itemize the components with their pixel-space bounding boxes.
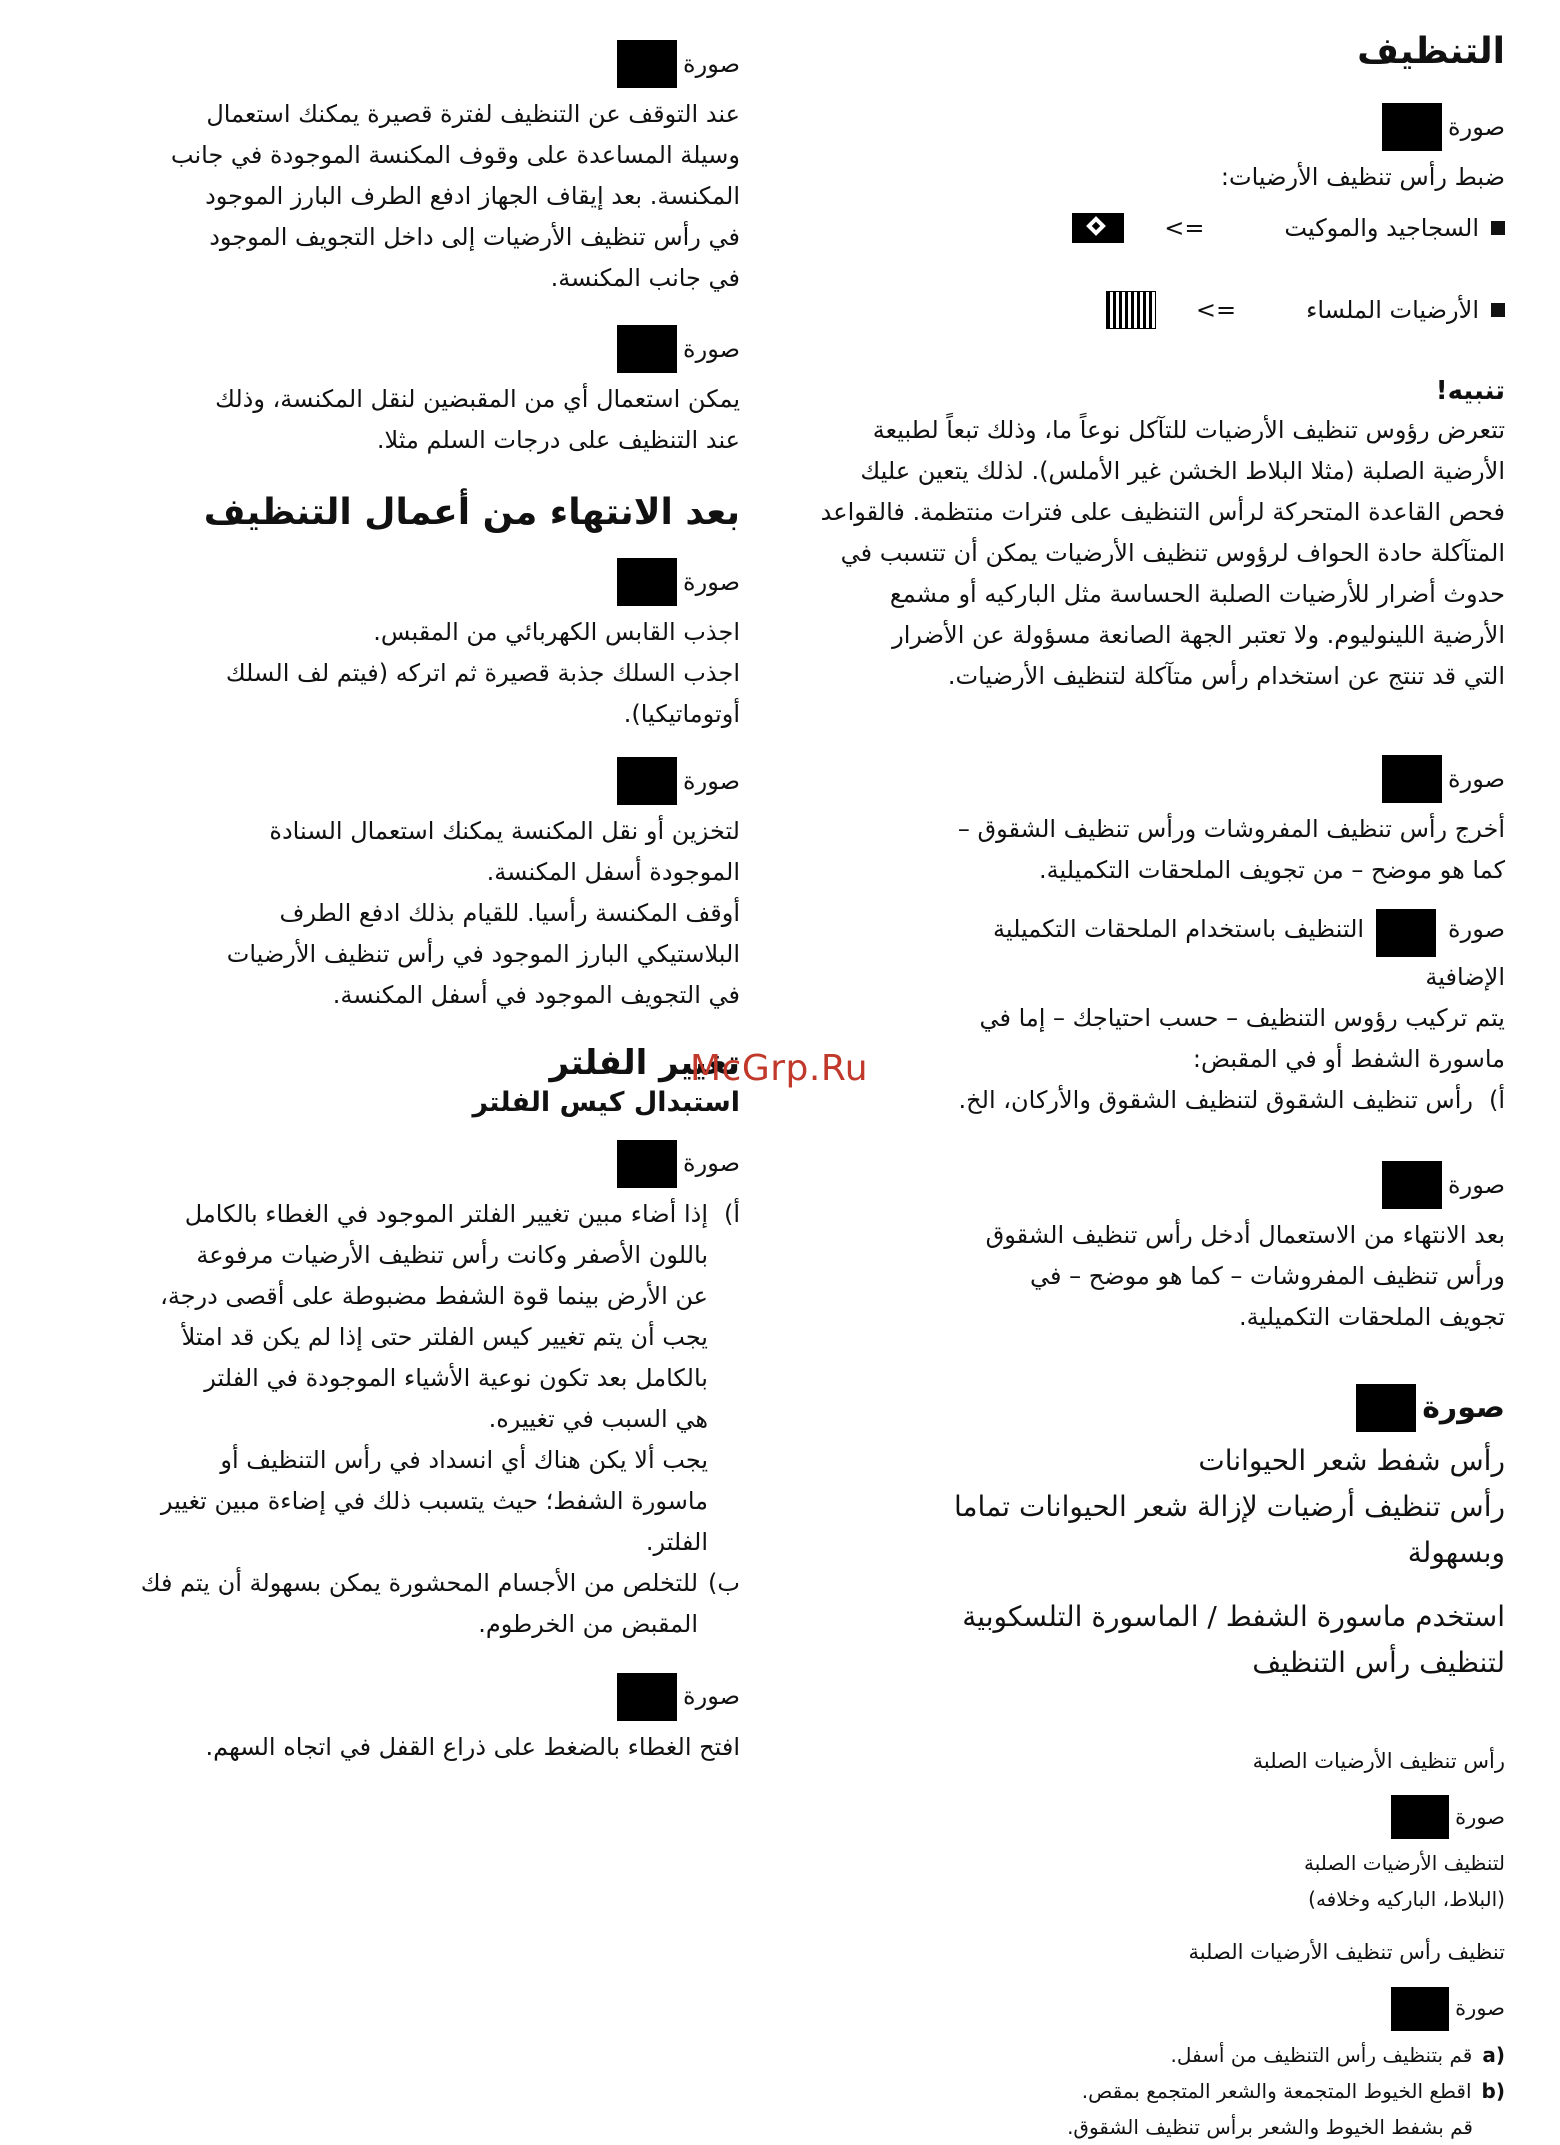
step-a [790,2037,1505,2073]
figure-label: صورة [1448,915,1505,944]
figure-placeholder [1356,1384,1416,1432]
text-line: إذا أضاء مبين تغيير الفلتر الموجود في الغطاء بالكامل [184,1199,708,1228]
figure-ref [40,325,740,373]
text-line: أوتوماتيكيا). [623,700,740,729]
figure-placeholder [617,40,677,88]
figure-placeholder [1391,1987,1449,2031]
figure-placeholder [1376,909,1436,957]
text-line: الفلتر. [645,1527,708,1556]
bullet-icon [1491,303,1505,317]
left-column [40,40,740,1768]
text-line: لتنظيف الأرضيات الصلبة [1304,1851,1505,1876]
warning-line: الأرضية اللينوليوم. ولا تعتبر الجهة الصانعة مسؤولة عن الأضرار [892,621,1505,650]
text-line: عن الأرض بينما قوة الشفط مضبوطة على أقصى درجة، [160,1281,708,1310]
filter-item-a [40,1194,740,1563]
figure-placeholder [1382,1161,1442,1209]
figure-ref [790,103,1505,151]
section-title-after-cleaning: بعد الانتهاء من أعمال التنظيف [203,492,740,533]
list-marker: أ) [723,1199,740,1228]
figure-placeholder [617,1140,677,1188]
text-line: اجذب القابس الكهربائي من المقبس. [373,618,740,647]
figure-label: صورة [683,334,740,363]
step-text: قم بتنظيف رأس التنظيف من أسفل. [1170,2042,1473,2067]
bullet-icon [1491,221,1505,235]
text-line: عند التوقف عن التنظيف لفترة قصيرة يمكنك استعمال [206,100,740,128]
text-line: هي السبب في تغييره. [488,1404,708,1433]
storage-text [40,811,740,1016]
text-line: اجذب السلك جذبة قصيرة ثم اتركه (فيتم لف السلك [225,659,740,688]
figure-placeholder [617,325,677,373]
text-line: بعد الانتهاء من الاستعمال أدخل رأس تنظيف الشقوق [985,1221,1505,1250]
filter-item-a-text [160,1194,708,1563]
figure-placeholder [1391,1795,1449,1839]
warning-line: التي قد تنتج عن استخدام رأس متآكلة لتنظيف الأرضيات. [947,662,1505,691]
carpet-icon [1072,213,1124,243]
text-line: للتخلص من الأجسام المحشورة يمكن بسهولة أن يتم فك [140,1568,699,1597]
figure-ref [40,757,740,805]
arrow-label: <= [1164,214,1205,243]
watermark: McGrp.Ru [690,1048,869,1089]
text-line: باللون الأصفر وكانت رأس تنظيف الأرضيات مرفوعة [196,1240,708,1269]
hard-floor-label: الأرضيات الملساء [1306,296,1479,325]
warning-line: الأرضية الصلبة (مثلا البلاط الخشن غير الأملس). لذلك يتعين عليك [860,457,1505,486]
figure-label: صورة [1448,112,1505,141]
figure-ref [790,1161,1505,1209]
warning-line: تتعرض رؤوس تنظيف الأرضيات للتآكل نوعاً ما، وذلك تبعاً لطبيعة [872,416,1505,445]
text-line: يجب ألا يكن هناك أي انسداد في رأس التنظيف أو [220,1445,708,1474]
figure-ref [40,40,740,88]
text-line: في التجويف الموجود في أسفل المكنسة. [332,981,740,1010]
text-line: الموجودة أسفل المكنسة. [486,858,740,887]
figure-ref [790,1987,1505,2031]
floor-setting-intro: ضبط رأس تنظيف الأرضيات: [1220,163,1505,192]
figure-label: صورة [683,567,740,596]
warning-title: تنبيه! [1435,376,1505,407]
figure-label: صورة [1422,1390,1505,1426]
accessories-title-line: التنظيف باستخدام الملحقات التكميلية [992,915,1365,944]
figure-ref [40,1140,740,1188]
figure-placeholder [617,1673,677,1721]
crevice-tool-text: رأس تنظيف الشقوق لتنظيف الشقوق والأركان، الخ. [958,1086,1473,1115]
accessories-title-line: الإضافية [1425,963,1505,992]
text-line: استخدم ماسورة الشفط / الماسورة التلسكوبية [962,1600,1505,1634]
text-line: كما هو موضح – من تجويف الملحقات التكميلية. [1038,856,1505,885]
text-line: تجويف الملحقات التكميلية. [1239,1303,1505,1332]
text-line: بالكامل بعد تكون نوعية الأشياء الموجودة في الفلتر [204,1363,708,1392]
unplug-text [40,612,740,735]
step-text: اقطع الخيوط المتجمعة والشعر المتجمع بمقص. [1081,2078,1472,2103]
text-line: لتنظيف رأس التنظيف [1252,1646,1505,1680]
take-out-accessories-text [790,809,1505,891]
hard-floor-icon [1106,291,1156,329]
text-line: وسيلة المساعدة على وقوف المكنسة الموجودة في جانب [170,141,740,169]
text-line: يمكن استعمال أي من المقبضين لنقل المكنسة، وذلك [215,385,740,413]
warning-line: المتآكلة حادة الحواف لرؤوس تنظيف الأرضيات يمكن أن تتسبب في [840,539,1505,568]
list-marker: ب) [708,1568,740,1597]
figure-ref [40,1673,740,1721]
text-line: وبسهولة [1407,1536,1505,1570]
accessories-title [993,909,1364,950]
section-title-filter: تغيير الفلتر [549,1043,740,1084]
list-marker: a) [1482,2042,1505,2067]
step-text: قم بشفط الخيوط والشعر برأس تنظيف الشقوق. [1067,2114,1473,2139]
warning-text [790,410,1505,697]
figure-label: صورة [683,766,740,795]
figure-label: صورة [683,1682,740,1711]
figure-label: صورة [1448,764,1505,793]
figure-label: صورة [1455,1996,1505,2021]
text-line: عند التنظيف على درجات السلم مثلا. [376,426,740,454]
text-line: المكنسة. بعد إيقاف الجهاز ادفع الطرف البارز الموجود [205,182,740,210]
crevice-tool-item [790,1080,1505,1121]
text-line: لتخزين أو نقل المكنسة يمكنك استعمال السنادة [269,817,740,846]
figure-label: صورة [683,1149,740,1178]
figure-placeholder [617,757,677,805]
figure-label: صورة [1448,1170,1505,1199]
open-cover-text: افتح الغطاء بالضغط على ذراع القفل في اتجاه السهم. [205,1732,740,1761]
text-line: أخرج رأس تنظيف المفروشات ورأس تنظيف الشقوق – [957,815,1505,844]
right-column [790,30,1505,2145]
after-use-text [790,1215,1505,1338]
text-line: ماسورة الشفط؛ حيث يتسبب ذلك في إضاءة مبين تغيير [160,1486,708,1515]
section-title-cleaning: التنظيف [1357,31,1505,72]
section-subtitle-filter-bag: استبدال كيس الفلتر [472,1087,740,1119]
pet-head-title: رأس شفط شعر الحيوانات [1198,1444,1505,1478]
text-line: البلاستيكي البارز الموجود في رأس تنظيف الأرضيات [226,940,740,969]
figure-placeholder [1382,755,1442,803]
text-line: ماسورة الشفط أو في المقبض: [1192,1045,1505,1074]
text-line: ورأس تنظيف المفروشات – كما هو موضح – في [1030,1262,1505,1291]
figure-placeholder [1382,103,1442,151]
figure-label: صورة [1455,1804,1505,1829]
text-line: يجب أن يتم تغيير كيس الفلتر حتى إذا لم يكن قد امتلأ [181,1322,708,1351]
text-line: المقبض من الخرطوم. [478,1609,699,1638]
text-line: يتم تركيب رؤوس التنظيف – حسب احتياجك – إما في [979,1004,1505,1033]
arrow-label: <= [1195,296,1237,325]
pet-hair-section [790,1438,1505,1686]
filter-item-b [40,1563,740,1645]
text-line: في رأس تنظيف الأرضيات إلى داخل التجويف الموجود [209,223,740,251]
list-marker: b) [1481,2078,1505,2103]
list-marker: أ) [1488,1086,1505,1115]
clean-hard-head-title: تنظيف رأس تنظيف الأرضيات الصلبة [1188,1940,1505,1965]
parking-aid-text [40,94,740,299]
carpet-setting-row [790,198,1505,258]
figure-label: صورة [683,49,740,78]
text-line: أوقف المكنسة رأسيا. للقيام بذلك ادفع الطرف [279,899,740,928]
figure-ref [790,1795,1505,1839]
carry-text [40,379,740,461]
step-b [790,2073,1505,2109]
text-line: رأس تنظيف أرضيات لإزالة شعر الحيوانات تماما [954,1490,1505,1524]
carpet-label: السجاجيد والموكيت [1284,214,1479,243]
figure-ref [790,755,1505,803]
filter-item-b-text [141,1563,698,1645]
figure-ref [40,558,740,606]
text-line: في جانب المكنسة. [550,264,740,292]
warning-line: فحص القاعدة المتحركة لرأس التنظيف على فترات منتظمة. فالقواعد [820,498,1505,527]
warning-line: حدوث أضرار للأرضيات الصلبة الحساسة مثل الباركيه أو مشمع [889,580,1505,609]
hard-floor-setting-row [790,280,1505,340]
text-line: (البلاط، الباركيه وخلافه) [1308,1887,1505,1912]
accessories-heading [790,909,1505,957]
figure-placeholder [617,558,677,606]
figure-ref [790,1384,1505,1432]
hard-floor-head-title: رأس تنظيف الأرضيات الصلبة [1252,1749,1505,1774]
